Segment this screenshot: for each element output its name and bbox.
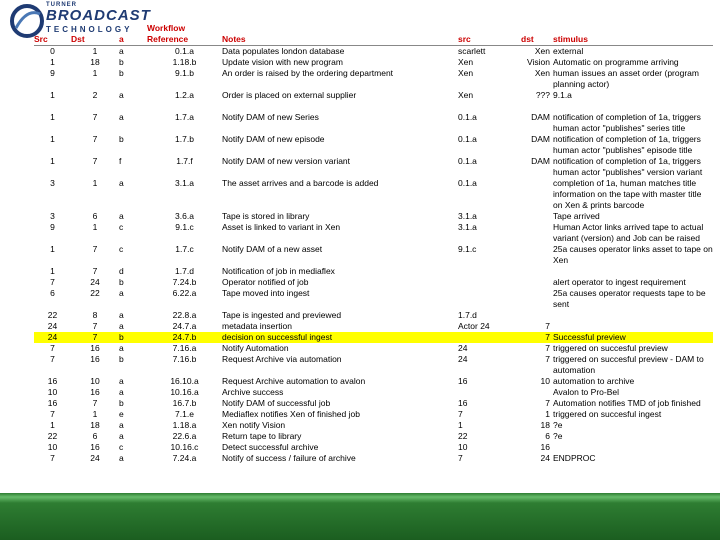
cell-dst2: 7: [521, 332, 553, 343]
cell-wf: 9.1.c: [175, 222, 194, 232]
cell-a: e: [119, 409, 124, 419]
cell-src: 6: [50, 288, 55, 298]
cell-notes: Tape moved into ingest: [222, 288, 310, 298]
cell-stimulus: 25a causes operator links asset to tape on Xen: [553, 244, 713, 265]
cell-dst2: [521, 178, 553, 211]
cell-src: 22: [47, 310, 58, 320]
table-row: [34, 266, 713, 277]
cell-src2: 3.1.a: [458, 222, 477, 232]
cell-a: f: [119, 156, 122, 166]
logo-line-1: TURNER: [46, 2, 77, 8]
cell-a: b: [119, 354, 124, 364]
table-row: [34, 442, 713, 453]
cell-wf: 22.8.a: [172, 310, 197, 320]
cell-src2: Xen: [458, 68, 474, 78]
cell-dst2: DAM: [531, 134, 550, 144]
cell-notes: Operator notified of job: [222, 277, 309, 287]
cell-notes: An order is raised by the ordering department: [222, 68, 394, 78]
cell-src: 24: [34, 332, 71, 343]
cell-wf: 1.18.b: [172, 57, 197, 67]
cell-a: b: [119, 134, 124, 144]
header-workflow-reference: Workflow Reference: [147, 5, 222, 46]
cell-a: c: [119, 244, 124, 254]
cell-a: a: [119, 420, 124, 430]
cell-dst: 7: [92, 112, 98, 122]
cell-dst: 7: [92, 156, 98, 166]
table-row: [34, 68, 713, 90]
cell-dst2: [521, 266, 553, 277]
cell-a: a: [119, 310, 124, 320]
cell-stimulus: notification of completion of 1a, triggers human actor "publishes" version variant: [553, 156, 703, 177]
cell-src2: 0.1.a: [458, 134, 477, 144]
cell-stimulus: alert operator to ingest requirement: [553, 277, 686, 287]
cell-dst: 16: [90, 387, 100, 397]
cell-notes: Notify DAM of successful job: [222, 398, 331, 408]
cell-dst: 22: [90, 288, 100, 298]
cell-a: c: [119, 442, 124, 452]
cell-src2: [458, 387, 521, 398]
cell-src2: 16: [458, 398, 468, 408]
cell-notes: Mediaflex notifies Xen of finished job: [222, 409, 360, 419]
header-notes: Notes: [222, 5, 458, 46]
cell-src: 0: [50, 46, 55, 56]
cell-a: a: [119, 178, 124, 188]
cell-dst: 16: [90, 442, 100, 452]
cell-dst: 18: [90, 57, 100, 67]
cell-notes: Notify DAM of new Series: [222, 112, 319, 122]
cell-stimulus: Avalon to Pro-Bel: [553, 387, 619, 397]
table-row: [34, 343, 713, 354]
table-row: [34, 420, 713, 431]
cell-wf: 7.16.b: [172, 354, 197, 364]
cell-src: 7: [50, 343, 55, 353]
cell-stimulus: ?e: [553, 420, 563, 430]
cell-src2: 24: [458, 343, 468, 353]
cell-wf: 1.18.a: [172, 420, 197, 430]
cell-dst2: Xen: [534, 46, 550, 56]
cell-notes: Order is placed on external supplier: [222, 90, 357, 100]
table-row: [34, 376, 713, 387]
cell-src: 1: [50, 57, 55, 67]
cell-src: 7: [50, 453, 55, 463]
cell-stimulus: [553, 442, 713, 453]
cell-a: a: [119, 112, 124, 122]
cell-a: a: [119, 343, 124, 353]
cell-dst2: 1: [545, 409, 550, 419]
cell-dst: 24: [90, 453, 100, 463]
cell-notes: Notify DAM of a new asset: [222, 244, 323, 254]
cell-notes: The asset arrives and a barcode is added: [222, 178, 379, 188]
cell-a: a: [119, 288, 124, 298]
cell-dst: 1: [92, 68, 98, 78]
cell-src: 16: [47, 398, 58, 408]
cell-src: 1: [50, 244, 55, 254]
cell-a: a: [119, 90, 124, 100]
cell-stimulus: 25a causes operator requests tape to be sent: [553, 288, 706, 309]
cell-src2: 22: [458, 431, 468, 441]
cell-src2: 16: [458, 376, 468, 386]
table-row: [34, 398, 713, 409]
cell-dst2: [521, 277, 553, 288]
cell-src2: 7: [458, 409, 463, 419]
cell-a: a: [119, 211, 124, 221]
cell-dst2: 7: [545, 343, 550, 353]
header-row: [34, 5, 713, 46]
cell-dst2: 24: [540, 453, 550, 463]
cell-src2: 1.7.d: [458, 310, 477, 320]
cell-src: 9: [50, 68, 55, 78]
cell-dst2: Vision: [527, 57, 550, 67]
header-stimulus: stimulus: [553, 5, 713, 46]
cell-wf: 7.24.b: [172, 277, 197, 287]
cell-dst2: 7: [545, 354, 550, 364]
cell-dst2: 16: [540, 442, 550, 452]
table-row: [34, 112, 713, 134]
logo-line-3: TECHNOLOGY: [46, 25, 133, 34]
table-row: [34, 134, 713, 156]
cell-src2: 7: [458, 453, 463, 463]
table-row: [34, 387, 713, 398]
cell-dst2: [521, 387, 553, 398]
cell-notes: Xen notify Vision: [222, 420, 286, 430]
cell-src2: 24: [458, 354, 468, 364]
cell-dst2: [521, 222, 553, 244]
logo-line-2: BROADCAST: [46, 7, 151, 24]
cell-dst: 1: [92, 178, 98, 188]
cell-dst: 7: [92, 398, 98, 408]
cell-stimulus: completion of 1a, human matches title information on the tape with master title on Xen & prints barcode: [553, 178, 702, 210]
cell-src: 7: [50, 409, 55, 419]
cell-dst: 1: [92, 222, 98, 232]
cell-notes: Notify DAM of new episode: [222, 134, 325, 144]
cell-wf: 1.2.a: [175, 90, 194, 100]
cell-src: 1: [50, 156, 55, 166]
table-row: [34, 211, 713, 222]
cell-wf: 7.1.e: [175, 409, 194, 419]
cell-dst: 24: [90, 277, 100, 287]
cell-notes: Notification of job in mediaflex: [222, 266, 335, 276]
cell-dst2: 18: [540, 420, 550, 430]
cell-notes: Request Archive automation to avalon: [222, 376, 366, 386]
cell-dst: 2: [92, 90, 98, 100]
table-row: [34, 57, 713, 68]
cell-src2: Xen: [458, 90, 474, 100]
cell-wf: 10.16.a: [170, 387, 199, 397]
cell-wf: 1.7.d: [175, 266, 194, 276]
cell-src: 1: [50, 112, 55, 122]
cell-wf: 9.1.b: [175, 68, 194, 78]
cell-dst2: 10: [540, 376, 550, 386]
cell-src: 7: [50, 354, 55, 364]
cell-stimulus: 9.1.a: [553, 90, 572, 100]
header-src: Src: [34, 5, 71, 46]
cell-src2: 10: [458, 442, 468, 452]
cell-wf: 16.10.a: [170, 376, 199, 386]
cell-wf: 6.22.a: [172, 288, 197, 298]
cell-a: b: [119, 398, 124, 408]
cell-src2: 0.1.a: [458, 156, 477, 166]
cell-notes: Tape is stored in library: [222, 211, 310, 221]
cell-a: a: [119, 46, 124, 56]
cell-a: a: [119, 321, 124, 331]
cell-dst2: DAM: [531, 156, 550, 166]
cell-a: a: [119, 376, 124, 386]
cell-stimulus: [553, 266, 713, 277]
cell-src: 1: [50, 420, 55, 430]
cell-dst2: Xen: [534, 68, 550, 78]
table-row: [34, 288, 713, 310]
cell-a: c: [119, 222, 124, 232]
cell-stimulus: automation to archive: [553, 376, 635, 386]
cell-stimulus: Successful preview: [553, 332, 713, 343]
cell-src2: 3.1.a: [458, 211, 477, 221]
cell-notes: decision on successful ingest: [222, 332, 458, 343]
cell-src: 24: [47, 321, 58, 331]
workflow-table: [34, 5, 713, 464]
table-row: [34, 277, 713, 288]
cell-wf: 1.7.a: [175, 112, 194, 122]
cell-dst2: [521, 288, 553, 310]
table-row: [34, 409, 713, 420]
header-a: a: [119, 5, 147, 46]
cell-dst: 7: [71, 332, 119, 343]
table-row: [34, 310, 713, 321]
cell-dst: 8: [92, 310, 98, 320]
cell-stimulus: Automation notifies TMD of job finished: [553, 398, 701, 408]
cell-notes: metadata insertion: [222, 321, 292, 331]
table-row: [34, 321, 713, 332]
table-row: [34, 90, 713, 112]
cell-a: b: [119, 68, 124, 78]
cell-notes: Request Archive via automation: [222, 354, 342, 364]
cell-notes: Data populates london database: [222, 46, 345, 56]
cell-wf: 24.7.a: [172, 321, 197, 331]
cell-dst: 1: [92, 409, 98, 419]
cell-wf: 16.7.b: [172, 398, 197, 408]
cell-stimulus: [553, 321, 713, 332]
cell-wf: 1.7.b: [175, 134, 194, 144]
table-row: [34, 453, 713, 464]
cell-wf: 7.16.a: [172, 343, 197, 353]
cell-wf: 1.7.f: [176, 156, 193, 166]
cell-notes: Archive success: [222, 387, 284, 397]
table-row: [34, 178, 713, 211]
cell-src: 1: [50, 266, 55, 276]
cell-stimulus: triggered on succesful ingest: [553, 409, 662, 419]
table-row: [34, 332, 713, 343]
cell-dst2: ???: [535, 90, 550, 100]
cell-stimulus: Tape arrived: [553, 211, 600, 221]
cell-notes: Notify of success / failure of archive: [222, 453, 356, 463]
cell-src: 9: [50, 222, 55, 232]
cell-wf: 7.24.a: [172, 453, 197, 463]
cell-stimulus: Human Actor links arrived tape to actual variant (version) and Job can be raised: [553, 222, 704, 243]
cell-wf: 10.16.c: [170, 442, 199, 452]
cell-dst: 18: [90, 420, 100, 430]
table-row: [34, 46, 713, 58]
cell-src: 10: [47, 442, 58, 452]
cell-src: 22: [47, 431, 58, 441]
cell-dst: 16: [90, 354, 100, 364]
cell-src2: [458, 288, 521, 310]
cell-src: 1: [50, 90, 55, 100]
cell-a: a: [119, 453, 124, 463]
table-row: [34, 431, 713, 442]
cell-stimulus: triggered on succesful preview - DAM to automation: [553, 354, 704, 375]
cell-src: 7: [50, 277, 55, 287]
footer-band: [0, 493, 720, 540]
cell-a: b: [119, 277, 124, 287]
cell-dst: 6: [92, 431, 98, 441]
cell-a: a: [119, 431, 124, 441]
cell-src2: 1: [458, 420, 463, 430]
cell-dst: 6: [92, 211, 98, 221]
cell-src2: 0.1.a: [458, 178, 477, 188]
cell-dst: 1: [92, 46, 98, 56]
cell-stimulus: notification of completion of 1a, triggers human actor "publishes" episode title: [553, 134, 701, 155]
cell-dst: 10: [90, 376, 100, 386]
cell-notes: Tape is ingested and previewed: [222, 310, 342, 320]
cell-wf: 22.6.a: [172, 431, 197, 441]
cell-dst: 7: [92, 321, 98, 331]
cell-src2: Actor 24: [458, 321, 490, 331]
cell-a: a: [119, 387, 124, 397]
cell-src2: 9.1.c: [458, 244, 477, 254]
cell-notes: Update vision with new program: [222, 57, 343, 67]
cell-stimulus: [553, 310, 713, 321]
cell-src2: scarlett: [458, 46, 486, 56]
cell-wf: 3.1.a: [175, 178, 194, 188]
cell-a: b: [119, 332, 147, 343]
header-dst2: dst: [521, 5, 553, 46]
cell-dst: 7: [92, 266, 98, 276]
cell-src: 3: [50, 211, 55, 221]
cell-stimulus: human issues an asset order (program planning actor): [553, 68, 699, 89]
table-row: [34, 244, 713, 266]
cell-dst2: 7: [545, 321, 550, 331]
cell-src2: Xen: [458, 57, 474, 67]
cell-stimulus: notification of completion of 1a, triggers human actor "publishes" series title: [553, 112, 701, 133]
cell-a: d: [119, 266, 124, 276]
cell-a: b: [119, 57, 124, 67]
cell-src: 3: [50, 178, 55, 188]
cell-dst2: [521, 244, 553, 266]
table-row: [34, 222, 713, 244]
cell-dst2: [521, 310, 553, 321]
cell-src: 1: [50, 134, 55, 144]
cell-wf: 1.7.c: [175, 244, 194, 254]
cell-stimulus: Automatic on programme arriving: [553, 57, 679, 67]
header-dst: Dst: [71, 5, 119, 46]
cell-dst: 7: [92, 134, 98, 144]
cell-src2: [458, 277, 521, 288]
cell-stimulus: external: [553, 46, 584, 56]
cell-dst2: 6: [545, 431, 550, 441]
cell-src2: 0.1.a: [458, 112, 477, 122]
cell-notes: Return tape to library: [222, 431, 302, 441]
cell-wf: 24.7.b: [147, 332, 222, 343]
cell-stimulus: triggered on succesful preview: [553, 343, 668, 353]
cell-notes: Notify DAM of new version variant: [222, 156, 351, 166]
cell-dst2: [521, 211, 553, 222]
cell-stimulus: ?e: [553, 431, 563, 441]
cell-src: 16: [47, 376, 58, 386]
cell-notes: Notify Automation: [222, 343, 289, 353]
cell-stimulus: ENDPROC: [553, 453, 596, 463]
cell-wf: 0.1.a: [175, 46, 194, 56]
cell-dst2: 7: [545, 398, 550, 408]
cell-notes: Asset is linked to variant in Xen: [222, 222, 341, 232]
table-row: [34, 156, 713, 178]
cell-src: 10: [47, 387, 58, 397]
cell-dst: 16: [90, 343, 100, 353]
cell-dst: 7: [92, 244, 98, 254]
cell-src2: [458, 266, 521, 277]
cell-wf: 3.6.a: [175, 211, 194, 221]
cell-dst2: DAM: [531, 112, 550, 122]
table-row: [34, 354, 713, 376]
cell-src2: [458, 332, 521, 343]
header-src2: src: [458, 5, 521, 46]
cell-notes: Detect successful archive: [222, 442, 319, 452]
